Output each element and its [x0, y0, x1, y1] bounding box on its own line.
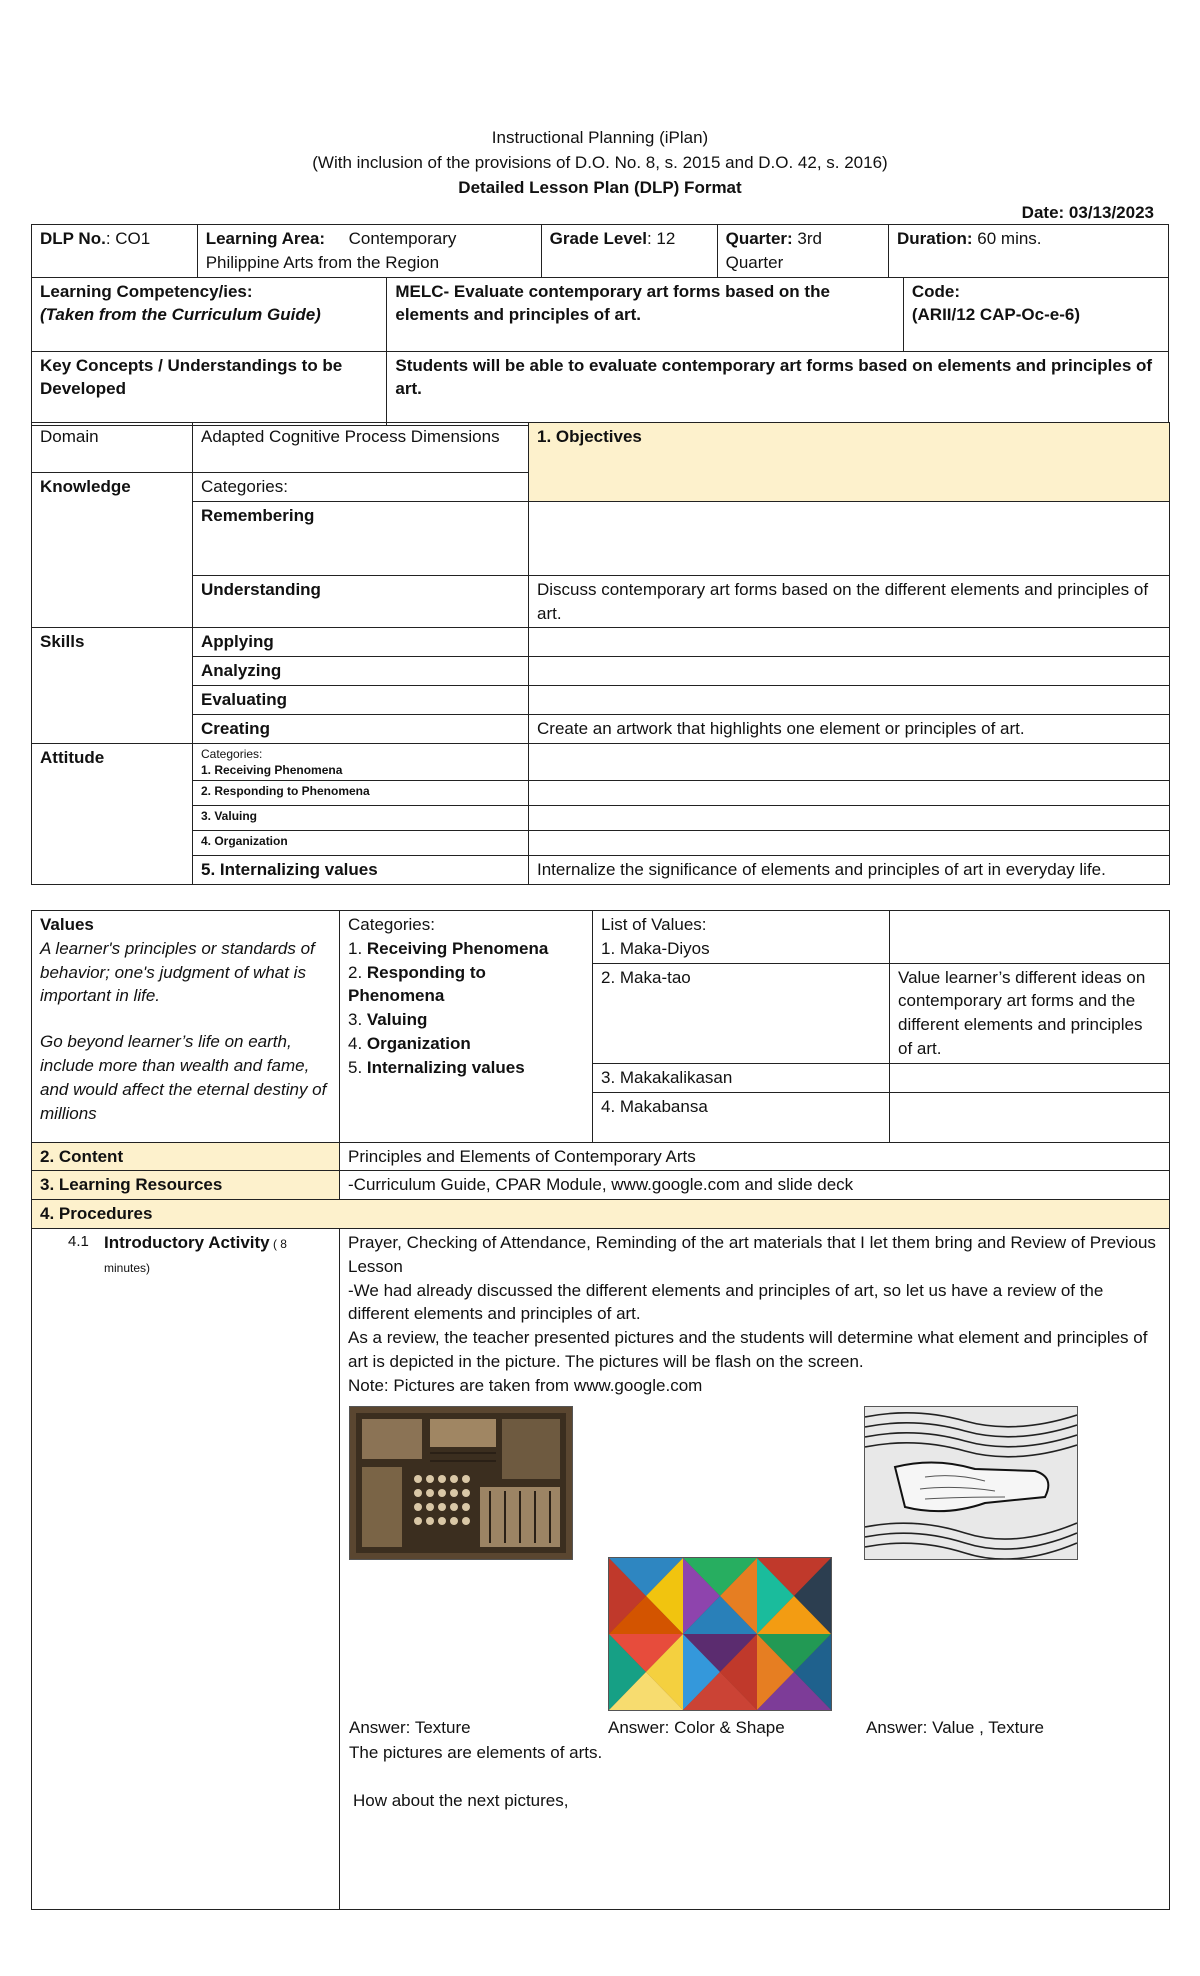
doc-subtitle: (With inclusion of the provisions of D.O. No. 8, s. 2015 and D.O. 42, s. 2016) [312, 153, 888, 172]
texture-box-artwork [349, 1406, 573, 1560]
elements-statement: The pictures are elements of arts. [349, 1743, 603, 1762]
dlp-number: DLP No.: CO1 [32, 225, 198, 278]
next-pictures-prompt: How about the next pictures, [353, 1791, 569, 1810]
dimensions-label: Adapted Cognitive Process Dimensions [193, 423, 529, 473]
duration: Duration: 60 mins. [889, 225, 1169, 278]
doc-date: Date: 03/13/2023 [1021, 203, 1154, 222]
evaluating-label: Evaluating [193, 685, 529, 714]
attitude-valuing: 3. Valuing [193, 805, 529, 830]
attitude-internalizing: 5. Internalizing values [193, 855, 529, 884]
answer-value-texture: Answer: Value , Texture [866, 1718, 1044, 1737]
value-maka-tao: 2. Maka-tao [593, 963, 890, 1063]
attitude-organization: 4. Organization [193, 830, 529, 855]
remembering-label: Remembering [193, 501, 529, 575]
intro-activity-label: 4.1 Introductory Activity ( 8 minutes) [32, 1228, 340, 1909]
applying-objective [529, 628, 1170, 657]
answer-color-shape: Answer: Color & Shape [608, 1718, 785, 1737]
attitude-categories: Categories: 1. Receiving Phenomena [193, 743, 529, 780]
resources-label: 3. Learning Resources [32, 1171, 340, 1200]
applying-label: Applying [193, 628, 529, 657]
learning-area: Learning Area: Contemporary Philippine Arts from the Region [197, 225, 541, 278]
value-makabansa-note [890, 1092, 1170, 1142]
color-shape-triangles-artwork [608, 1557, 832, 1711]
analyzing-objective [529, 657, 1170, 686]
understanding-label: Understanding [193, 575, 529, 628]
content-value: Principles and Elements of Contemporary Arts [340, 1142, 1170, 1171]
attitude-objective-2 [529, 780, 1170, 805]
objectives-label: 1. Objectives [529, 423, 1170, 502]
domain-label: Domain [32, 423, 193, 473]
knowledge-categories: Categories: [193, 473, 529, 502]
competency-label: Learning Competency/ies: (Taken from the Curriculum Guide) [32, 277, 387, 351]
attitude-objective-1 [529, 743, 1170, 780]
internalizing-objective: Internalize the significance of elements and principles of art in everyday life. [529, 855, 1170, 884]
remembering-objective [529, 501, 1170, 575]
evaluating-objective [529, 685, 1170, 714]
procedures-label: 4. Procedures [32, 1200, 1170, 1229]
value-makakalikasan: 3. Makakalikasan [593, 1063, 890, 1092]
quarter: Quarter: 3rd Quarter [717, 225, 888, 278]
values-list-first: List of Values: 1. Maka-Diyos [593, 911, 890, 964]
skills-label: Skills [32, 628, 193, 743]
content-label: 2. Content [32, 1142, 340, 1171]
key-concepts-value: Students will be able to evaluate contemporary art forms based on elements and principles of art. [387, 351, 1169, 425]
attitude-responding: 2. Responding to Phenomena [193, 780, 529, 805]
analyzing-label: Analyzing [193, 657, 529, 686]
understanding-objective: Discuss contemporary art forms based on the different elements and principles of art. [529, 575, 1170, 628]
key-concepts-label: Key Concepts / Understandings to be Developed [32, 351, 387, 425]
lesson-info-table [31, 224, 1169, 426]
competency-code: Code: (ARII/12 CAP-Oc-e-6) [903, 277, 1168, 351]
attitude-objective-4 [529, 830, 1170, 855]
value-texture-hand-drawing [864, 1406, 1078, 1560]
doc-title: Instructional Planning (iPlan) [491, 128, 709, 147]
attitude-objective-3 [529, 805, 1170, 830]
knowledge-label: Knowledge [32, 473, 193, 628]
resources-value: -Curriculum Guide, CPAR Module, www.google.com and slide deck [340, 1171, 1170, 1200]
creating-objective: Create an artwork that highlights one element or principles of art. [529, 714, 1170, 743]
value-makabansa: 4. Makabansa [593, 1092, 890, 1142]
answer-texture: Answer: Texture [349, 1718, 471, 1737]
intro-activity-body: Prayer, Checking of Attendance, Reminding of the art materials that I let them bring and Review of Previous Lesson -We had already discussed the different elements and principles of art, so let us have a review of the different elements and principles of art. As a review, the teacher presented pictures and the students will determine what element and principles of art is depicted in the picture. The pictures will be flash on the screen. Note: Pictures are taken from www.google.com [340, 1228, 1170, 1909]
values-categories: Categories: 1. Receiving Phenomena 2. Responding to Phenomena 3. Valuing 4. Organization 5. Internalizing values [340, 911, 593, 1143]
grade-level: Grade Level: 12 [541, 225, 717, 278]
values-note-empty [890, 911, 1170, 964]
value-maka-tao-note: Value learner’s different ideas on contemporary art forms and the different elements and principles of art. [890, 963, 1170, 1063]
values-definition: Values A learner's principles or standards of behavior; one's judgment of what is important in life. Go beyond learner’s life on earth, include more than wealth and fame, and would affect the eternal destiny of millions [32, 911, 340, 1143]
domain-table [31, 422, 1170, 885]
creating-label: Creating [193, 714, 529, 743]
value-makakalikasan-note [890, 1063, 1170, 1092]
competency-value: MELC- Evaluate contemporary art forms based on the elements and principles of art. [387, 277, 903, 351]
attitude-label: Attitude [32, 743, 193, 884]
doc-format-title: Detailed Lesson Plan (DLP) Format [458, 178, 742, 197]
